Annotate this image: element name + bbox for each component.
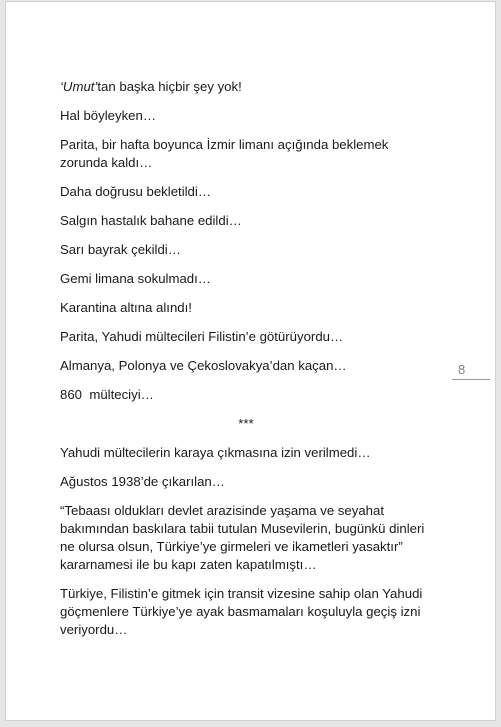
document-page [6, 2, 495, 720]
paragraph-8: Karantina altına alındı! [60, 300, 192, 315]
paragraph-3: Parita, bir hafta boyunca İzmir limanı açığında beklemek zorunda kaldı… [60, 137, 389, 170]
paragraph-text: tan başka hiçbir şey yok! [97, 79, 242, 94]
paragraph-14: “Tebaası oldukları devlet arazisinde yaşama ve seyahat bakımından baskılara tabii tutulan Musevilerin, bugünkü dinleri ne olursa olsun, Türkiye’ye girmeleri ve ikametleri yasaktır” kararnamesi ile bu kapı zaten kapatılmıştı… [60, 503, 425, 572]
paragraph-12: Yahudi mültecilerin karaya çıkmasına izin verilmedi… [60, 445, 371, 460]
paragraph-7: Gemi limana sokulmadı… [60, 271, 211, 286]
section-separator: *** [238, 416, 254, 431]
paragraph-10: Almanya, Polonya ve Çekoslovakya’dan kaçan… [60, 358, 347, 373]
paragraph-2: Hal böyleyken… [60, 108, 157, 123]
paragraph-1 [60, 78, 432, 96]
paragraph-5: Salgın hastalık bahane edildi… [60, 213, 242, 228]
paragraph-4: Daha doğrusu bekletildi… [60, 184, 212, 199]
paragraph-6: Sarı bayrak çekildi… [60, 242, 181, 257]
paragraph-11: 860 mülteciyi… [60, 387, 154, 402]
paragraph-15: Türkiye, Filistin’e gitmek için transit vizesine sahip olan Yahudi göçmenlere Türkiye’ye ayak basmamaları koşuluyla geçiş izni veriyordu… [60, 586, 423, 637]
paragraph-13: Ağustos 1938’de çıkarılan… [60, 474, 225, 489]
italic-word: ‘Umut’ [60, 79, 98, 94]
document-body [60, 78, 432, 650]
page-number: 8 [452, 362, 490, 380]
paragraph-9: Parita, Yahudi mültecileri Filistin’e götürüyordu… [60, 329, 344, 344]
